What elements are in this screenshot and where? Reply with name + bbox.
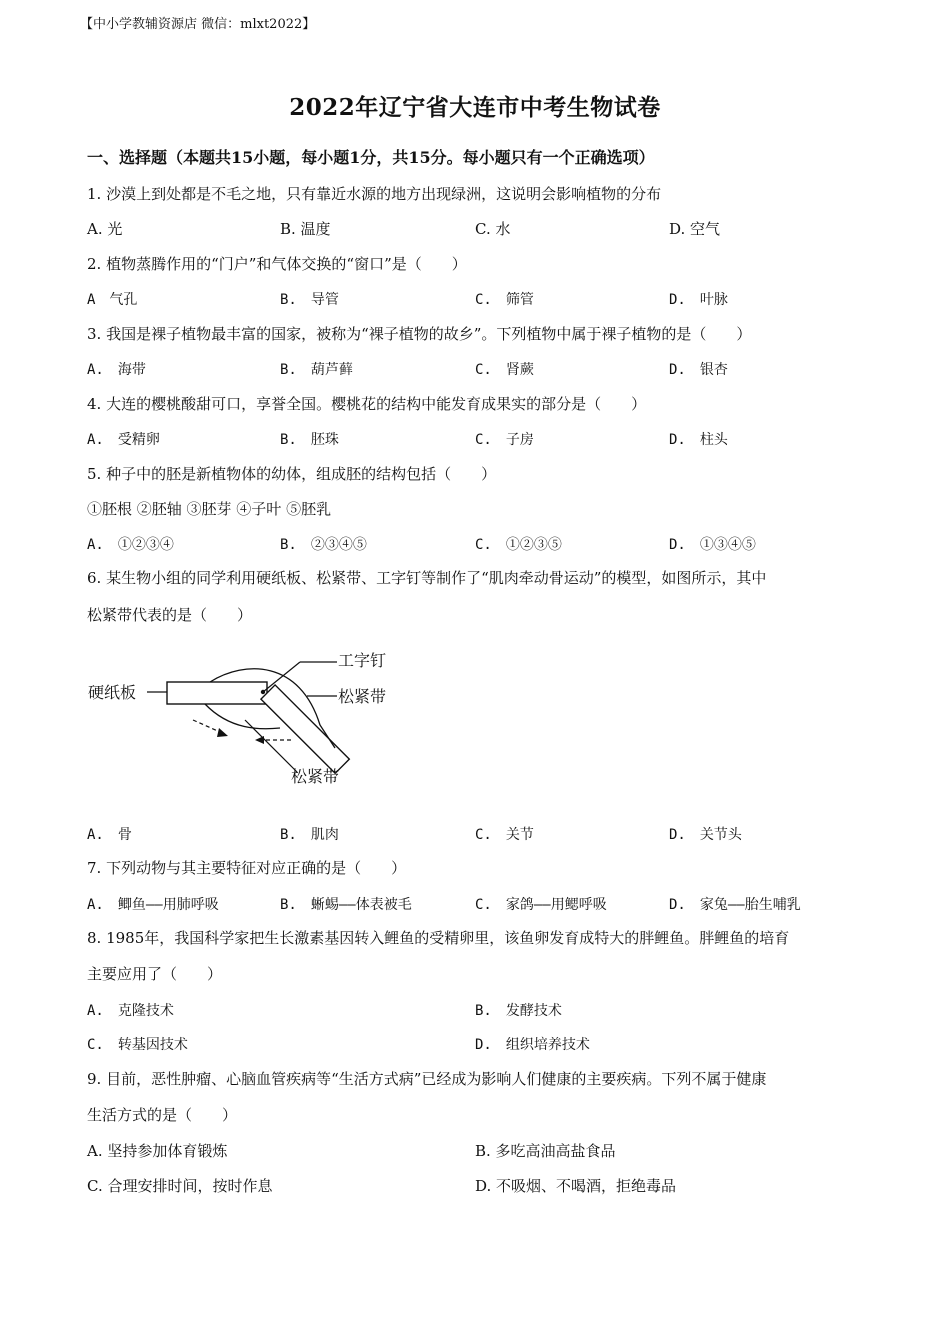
q9-stem-line2: 生活方式的是（ ） xyxy=(87,1106,238,1124)
pin-leader-line xyxy=(263,662,300,692)
q4-option-b[interactable]: B. 胚珠 xyxy=(280,432,339,448)
q6-stem-line1: 6. 某生物小组的同学利用硬纸板、松紧带、工字钉等制作了“肌肉牵动骨运动”的模型，如图所示，其中 xyxy=(87,569,767,587)
q6-option-c[interactable]: C. 关节 xyxy=(475,827,534,843)
q6-option-b[interactable]: B. 肌肉 xyxy=(280,827,339,843)
q9-option-b[interactable]: B. 多吃高油高盐食品 xyxy=(475,1142,616,1160)
section-heading: 一、选择题（本题共15小题，每小题1分，共15分。每小题只有一个正确选项） xyxy=(87,148,655,167)
q2-option-a[interactable]: A 气孔 xyxy=(87,292,138,308)
q9-options-row1 xyxy=(87,1140,887,1160)
q6-stem-line2: 松紧带代表的是（ ） xyxy=(87,606,253,624)
q1-option-c[interactable]: C. 水 xyxy=(475,220,511,238)
label-band-upper: 松紧带 xyxy=(338,687,387,706)
dashed-arrow-left xyxy=(193,720,220,732)
q3-option-a[interactable]: A. 海带 xyxy=(87,362,146,378)
q4-stem: 4. 大连的樱桃酸甜可口，享誉全国。樱桃花的结构中能发育成果实的部分是（ ） xyxy=(87,395,647,413)
upper-bone-bar xyxy=(167,682,267,704)
label-pin: 工字钉 xyxy=(338,651,387,670)
q7-option-d[interactable]: D. 家兔——胎生哺乳 xyxy=(669,897,801,913)
q8-stem-line1: 8. 1985年，我国科学家把生长激素基因转入鲤鱼的受精卵里，该鱼卵发育成特大的胖鲤鱼。胖鲤鱼的培育 xyxy=(87,929,790,947)
q6-options xyxy=(87,824,887,844)
label-band-lower: 松紧带 xyxy=(291,767,340,786)
q7-option-c[interactable]: C. 家鸽——用鳃呼吸 xyxy=(475,897,607,913)
q3-stem: 3. 我国是裸子植物最丰富的国家，被称为“裸子植物的故乡”。下列植物中属于裸子植物的是（ ） xyxy=(87,325,752,343)
q8-option-d[interactable]: D. 组织培养技术 xyxy=(475,1037,590,1053)
q3-option-d[interactable]: D. 银杏 xyxy=(669,362,728,378)
q2-stem: 2. 植物蒸腾作用的“门户”和气体交换的“窗口”是（ ） xyxy=(87,255,467,273)
q4-option-a[interactable]: A. 受精卵 xyxy=(87,432,160,448)
q7-stem: 7. 下列动物与其主要特征对应正确的是（ ） xyxy=(87,859,407,877)
q9-option-c[interactable]: C. 合理安排时间，按时作息 xyxy=(87,1177,273,1195)
q3-option-c[interactable]: C. 肾蕨 xyxy=(475,362,534,378)
q5-option-a[interactable]: A. ①②③④ xyxy=(87,537,174,553)
q5-option-b[interactable]: B. ②③④⑤ xyxy=(280,537,367,553)
q8-option-c[interactable]: C. 转基因技术 xyxy=(87,1037,188,1053)
watermark-header: 【中小学教辅资源店 微信：mlxt2022】 xyxy=(80,17,316,32)
q7-option-a[interactable]: A. 鲫鱼——用肺呼吸 xyxy=(87,897,219,913)
q5-items: ①胚根 ②胚轴 ③胚芽 ④子叶 ⑤胚乳 xyxy=(87,500,332,518)
q2-option-b[interactable]: B. 导管 xyxy=(280,292,339,308)
q8-options-row1 xyxy=(87,1000,887,1020)
q7-option-b[interactable]: B. 蜥蜴——体表被毛 xyxy=(280,897,412,913)
muscle-model-figure xyxy=(85,640,415,790)
q6-option-a[interactable]: A. 骨 xyxy=(87,827,132,843)
q2-option-d[interactable]: D. 叶脉 xyxy=(669,292,728,308)
q9-stem-line1: 9. 目前，恶性肿瘤、心脑血管疾病等“生活方式病”已经成为影响人们健康的主要疾病。下列不属于健康 xyxy=(87,1070,767,1088)
q9-option-d[interactable]: D. 不吸烟、不喝酒，拒绝毒品 xyxy=(475,1177,677,1195)
q1-option-d[interactable]: D. 空气 xyxy=(669,220,721,238)
q9-options-row2 xyxy=(87,1175,887,1195)
q5-stem: 5. 种子中的胚是新植物体的幼体，组成胚的结构包括（ ） xyxy=(87,465,497,483)
q3-options xyxy=(87,359,887,379)
q8-options-row2 xyxy=(87,1034,887,1054)
q2-options xyxy=(87,289,887,309)
q5-options xyxy=(87,534,887,554)
q5-option-c[interactable]: C. ①②③⑤ xyxy=(475,537,562,553)
q3-option-b[interactable]: B. 葫芦藓 xyxy=(280,362,353,378)
q9-option-a[interactable]: A. 坚持参加体育锻炼 xyxy=(87,1142,228,1160)
q1-option-a[interactable]: A. 光 xyxy=(87,220,123,238)
q1-options xyxy=(87,218,887,238)
q8-option-a[interactable]: A. 克隆技术 xyxy=(87,1003,174,1019)
q1-option-b[interactable]: B. 温度 xyxy=(280,220,331,238)
q4-option-c[interactable]: C. 子房 xyxy=(475,432,534,448)
q5-option-d[interactable]: D. ①③④⑤ xyxy=(669,537,756,553)
page-title: 2022年辽宁省大连市中考生物试卷 xyxy=(289,94,661,121)
q6-option-d[interactable]: D. 关节头 xyxy=(669,827,742,843)
q4-option-d[interactable]: D. 柱头 xyxy=(669,432,728,448)
q8-option-b[interactable]: B. 发酵技术 xyxy=(475,1003,562,1019)
q2-option-c[interactable]: C. 筛管 xyxy=(475,292,534,308)
q4-options xyxy=(87,429,887,449)
q1-stem: 1. 沙漠上到处都是不毛之地，只有靠近水源的地方出现绿洲，这说明会影响植物的分布 xyxy=(87,185,662,203)
q8-stem-line2: 主要应用了（ ） xyxy=(87,965,223,983)
label-board: 硬纸板 xyxy=(88,683,137,702)
q7-options xyxy=(87,894,887,914)
